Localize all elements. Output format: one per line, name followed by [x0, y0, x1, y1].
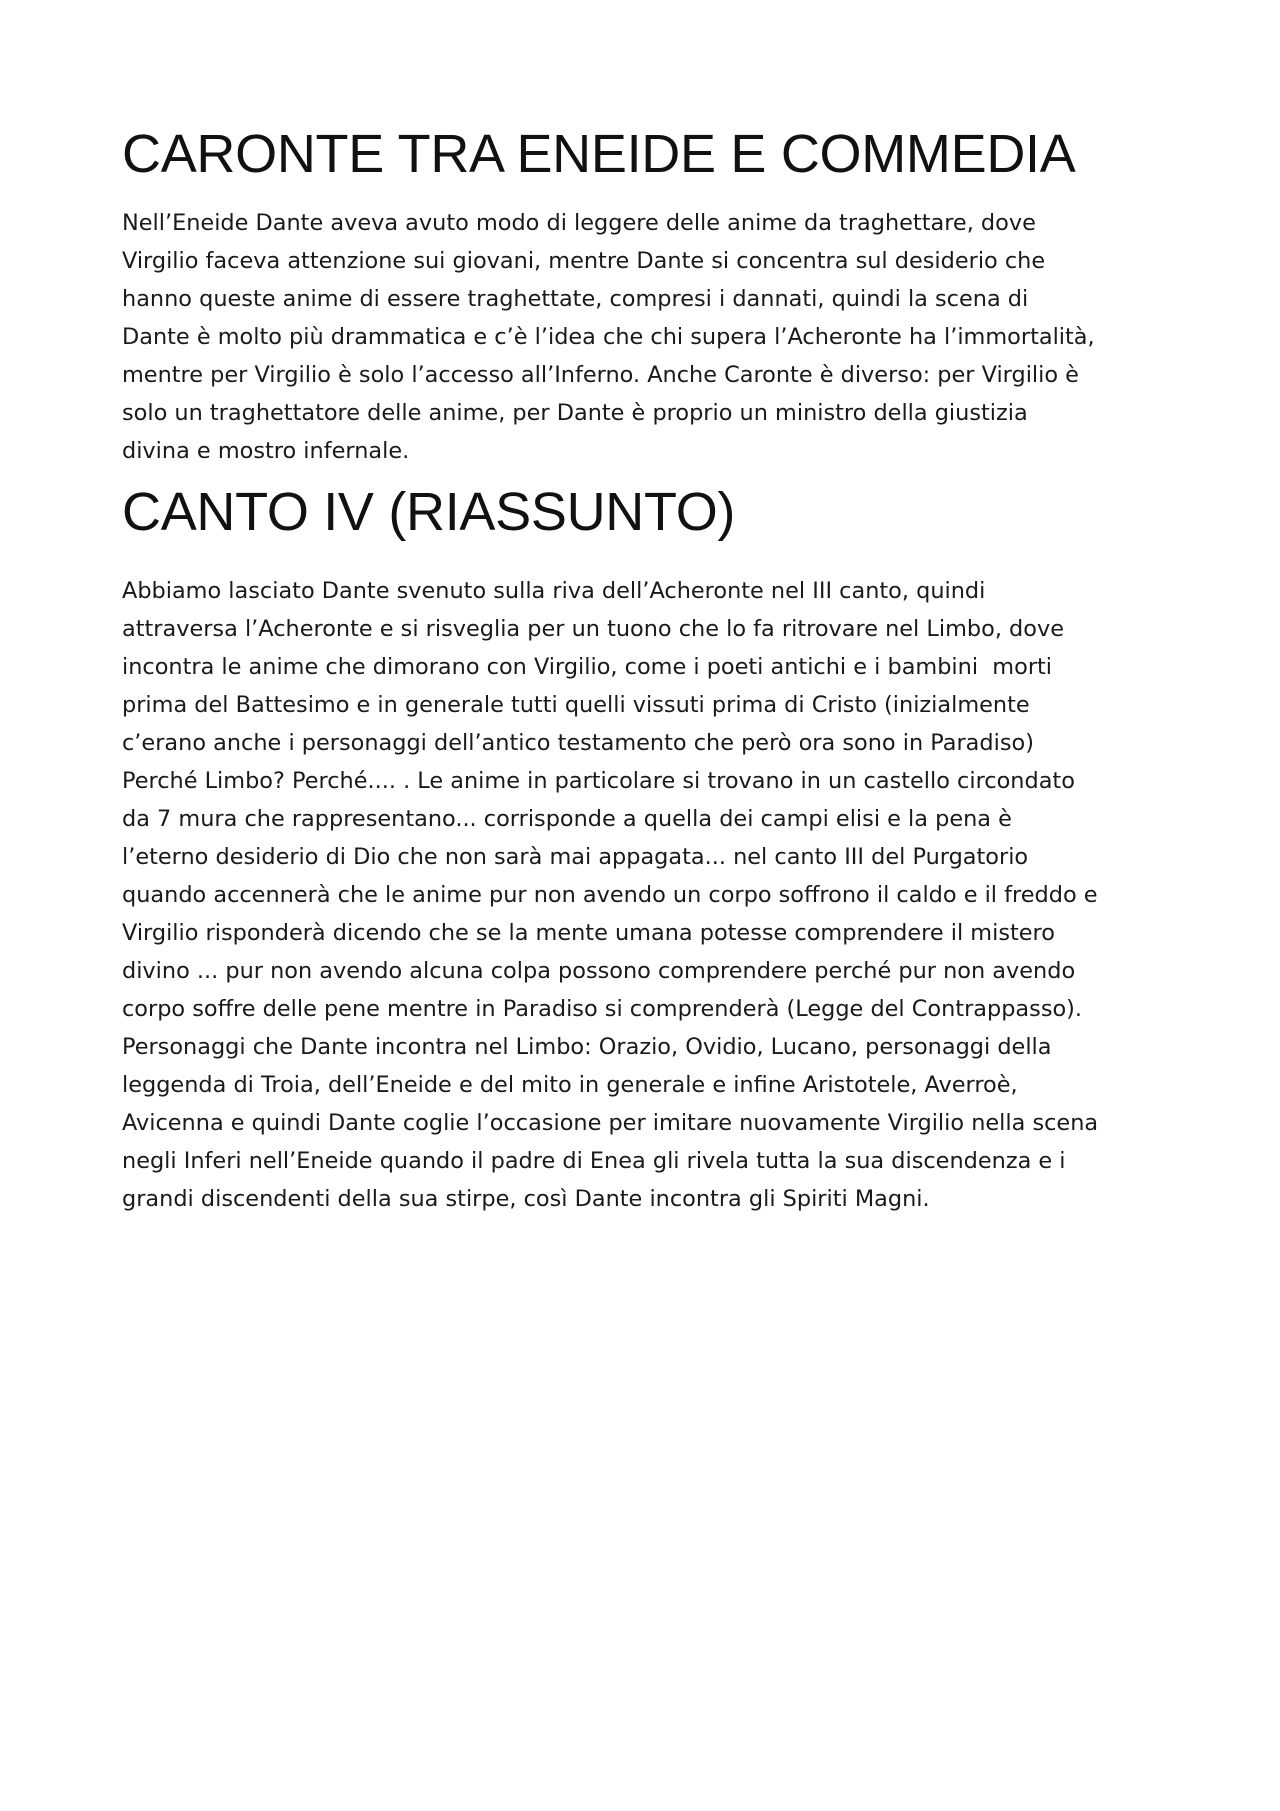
document-content — [122, 118, 1172, 1218]
section-heading-caronte: CARONTE TRA ENEIDE E COMMEDIA — [122, 124, 1076, 184]
section-heading-canto-iv: CANTO IV (RIASSUNTO) — [122, 482, 736, 542]
section-body-canto-iv: Abbiamo lasciato Dante svenuto sulla riva dell’Acheronte nel III canto, quindi attraversa l’Acheronte e si risveglia per un tuono che lo fa ritrovare nel Limbo, dove incontra le anime che dimorano con Virgilio, come i poeti antichi e i bambini morti prima del Battesimo e in generale tutti quelli vissuti prima di Cristo (inizialmente c’erano anche i personaggi dell’antico testamento che però ora sono in Paradiso) Perché Limbo? Perché.... . Le anime in particolare si trovano in un castello circondato da 7 mura che rappresentano... corrisponde a quella dei campi elisi e la pena è l’eterno desiderio di Dio che non sarà mai appagata... nel canto III del Purgatorio quando accennerà che le anime pur non avendo un corpo soffrono il caldo e il freddo e Virgilio risponderà dicendo che se la mente umana potesse comprendere il mistero divino ... pur non avendo alcuna colpa possono comprendere perché pur non avendo corpo soffre delle pene mentre in Paradiso si comprenderà (Legge del Contrappasso). Personaggi che Dante incontra nel Limbo: Orazio, Ovidio, Lucano, personaggi della leggenda di Troia, dell’Eneide e del mito in generale e infine Aristotele, Averroè, Avicenna e quindi Dante coglie l’occasione per imitare nuovamente Virgilio nella scena negli Inferi nell’Eneide quando il padre di Enea gli rivela tutta la sua discendenza e i grandi discendenti della sua stirpe, così Dante incontra gli Spiriti Magni. — [122, 578, 1099, 1212]
section-body-caronte: Nell’Eneide Dante aveva avuto modo di leggere delle anime da traghettare, dove Virgilio faceva attenzione sui giovani, mentre Dante si concentra sul desiderio che hanno queste anime di essere traghettate, compresi i dannati, quindi la scena di Dante è molto più drammatica e c’è l’idea che chi supera l’Acheronte ha l’immortalità, mentre per Virgilio è solo l’accesso all’Inferno. Anche Caronte è diverso: per Virgilio è solo un traghettatore delle anime, per Dante è proprio un ministro della giustizia divina e mostro infernale. — [122, 210, 1095, 464]
